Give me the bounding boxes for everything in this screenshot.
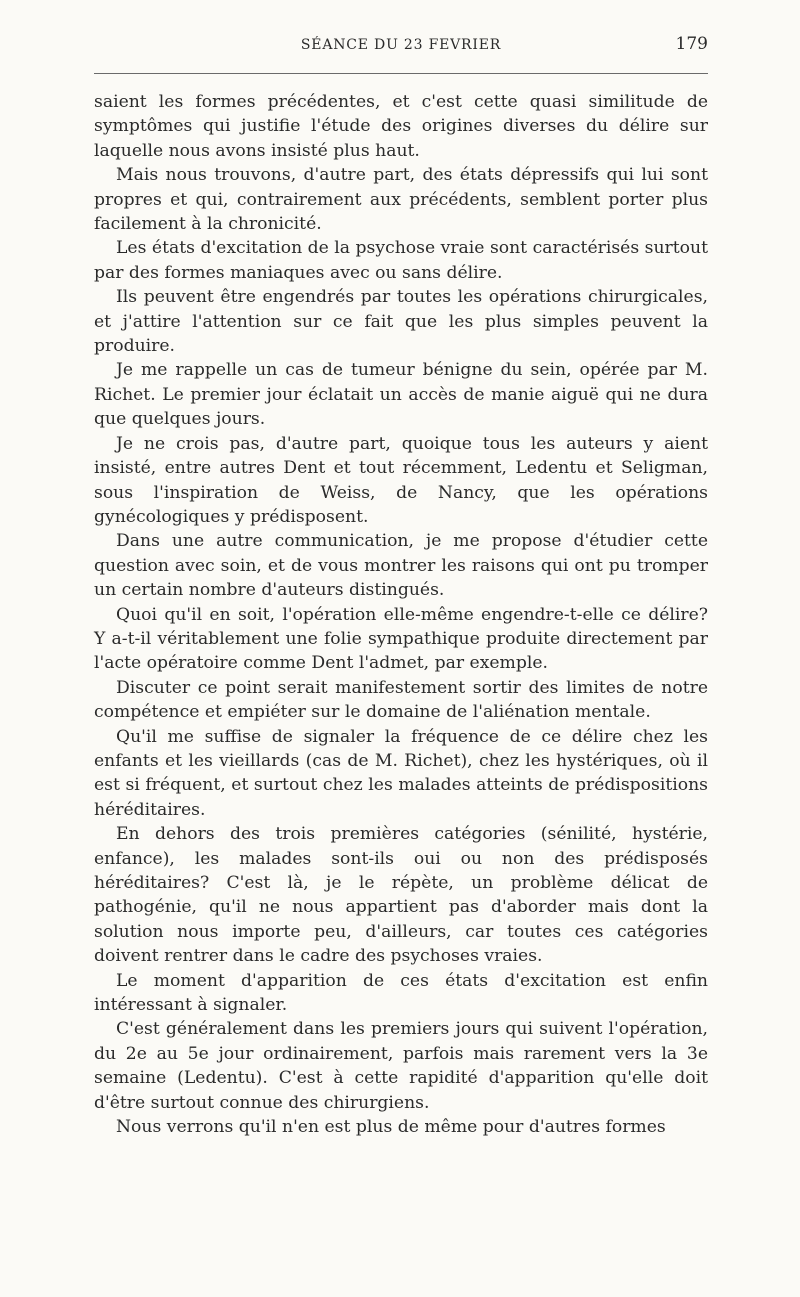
paragraph: En dehors des trois premières catégories (sénilité, hystérie, enfance), les malades sont-ils oui ou non des prédisposés héréditaires? C'est là, je le répète, un problème délicat de pathogénie, qu'il ne nous appartient pas d'aborder mais dont la solution nous importe peu, d'ailleurs, car toutes ces catégories doivent rentrer dans le cadre des psychoses vraies. bbox=[94, 824, 708, 967]
paragraph: Quoi qu'il en soit, l'opération elle-même engendre-t-elle ce délire? Y a-t-il véritablement une folie sympathique produite directement par l'acte opératoire comme Dent l'admet, par exemple. bbox=[94, 604, 708, 674]
header-rule bbox=[94, 73, 708, 74]
paragraph: Dans une autre communication, je me propose d'étudier cette question avec soin, et de vous montrer les raisons qui ont pu tromper un certain nombre d'auteurs distingués. bbox=[94, 531, 708, 601]
paragraph: Les états d'excitation de la psychose vraie sont caractérisés surtout par des formes maniaques avec ou sans délire. bbox=[94, 238, 708, 283]
paragraph: Le moment d'apparition de ces états d'excitation est enfin intéressant à signaler. bbox=[94, 970, 708, 1016]
paragraph: C'est généralement dans les premiers jours qui suivent l'opération, du 2e au 5e jour ordinairement, parfois mais rarement vers la 3e semaine (Ledentu). C'est à cette rapidité d'apparition qu'elle doit d'être surtout connue des chirurgiens. bbox=[94, 1019, 708, 1113]
paragraph: Qu'il me suffise de signaler la fréquence de ce délire chez les enfants et les vieillards (cas de M. Richet), chez les hystériques, où il est si fréquent, et surtout chez les malades atteints de prédispositions héréditaires. bbox=[94, 726, 708, 820]
paragraph: Je ne crois pas, d'autre part, quoique tous les auteurs y aient insisté, entre autres Dent et tout récemment, Ledentu et Seligman, sous l'inspiration de Weiss, de Nancy, que les opérations gynécologiques y prédisposent. bbox=[94, 433, 708, 527]
page-number: 179 bbox=[675, 34, 708, 54]
running-title: SÉANCE DU 23 FEVRIER bbox=[300, 37, 502, 53]
paragraph: saient les formes précédentes, et c'est cette quasi similitude de symptômes qui justifie l'étude des origines diverses du délire sur laquelle nous avons insisté plus haut. bbox=[94, 92, 708, 161]
paragraph: Nous verrons qu'il n'en est plus de même pour d'autres formes bbox=[116, 1117, 666, 1138]
paragraph: Discuter ce point serait manifestement sortir des limites de notre compétence et empiéter sur le domaine de l'aliénation mentale. bbox=[94, 677, 708, 723]
body-text bbox=[94, 90, 708, 1139]
paragraph: Mais nous trouvons, d'autre part, des états dépressifs qui lui sont propres et qui, contrairement aux précédents, semblent porter plus facilement à la chronicité. bbox=[94, 165, 708, 235]
paragraph: Je me rappelle un cas de tumeur bénigne du sein, opérée par M. Richet. Le premier jour éclatait un accès de manie aiguë qui ne dura que quelques jours. bbox=[94, 360, 708, 430]
paragraph: Ils peuvent être engendrés par toutes les opérations chirurgicales, et j'attire l'attention sur ce fait que les plus simples peuvent la produire. bbox=[94, 287, 708, 357]
page-header bbox=[94, 34, 708, 58]
